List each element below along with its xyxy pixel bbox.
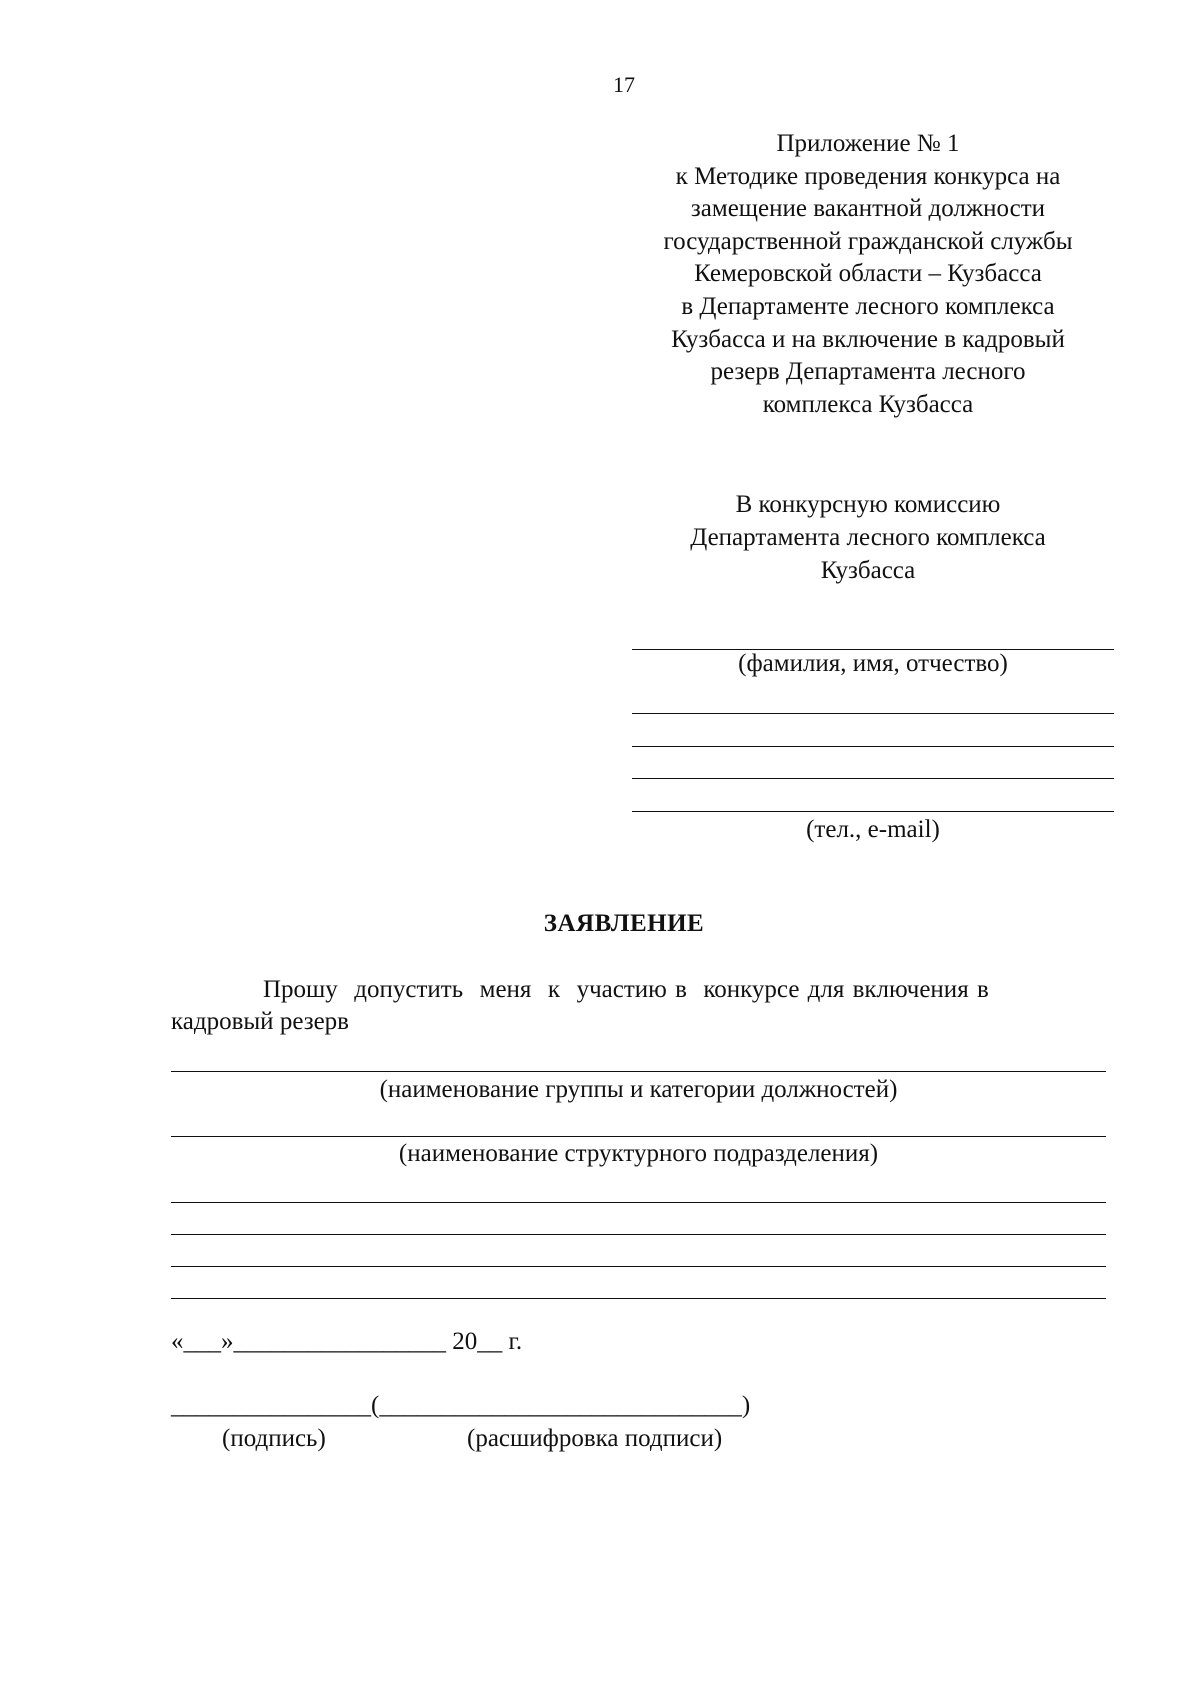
request-text: Прошу допустить меня к участию в конкурсе для включения в bbox=[263, 976, 989, 1003]
appendix-line: комплекса Кузбасса bbox=[762, 390, 974, 418]
additional-fill-line[interactable] bbox=[171, 1266, 1106, 1267]
address-fill-line[interactable] bbox=[632, 746, 1114, 747]
appendix-line: к Методике проведения конкурса на bbox=[675, 162, 1061, 190]
appendix-line: Приложение № 1 bbox=[776, 130, 960, 157]
request-text-continued: кадровый резерв bbox=[171, 1008, 349, 1035]
appendix-line: резерв Департамента лесного bbox=[710, 358, 1026, 386]
addressee-line: Кузбасса bbox=[820, 557, 916, 584]
additional-fill-line[interactable] bbox=[171, 1298, 1106, 1299]
document-title: ЗАЯВЛЕНИЕ bbox=[543, 910, 705, 937]
position-group-caption: (наименование группы и категории должностей) bbox=[379, 1076, 898, 1103]
additional-fill-line[interactable] bbox=[171, 1234, 1106, 1235]
appendix-line: Кемеровской области – Кузбасса bbox=[694, 260, 1042, 288]
contact-fill-line[interactable] bbox=[632, 811, 1114, 812]
date-field[interactable]: «___»_________________ 20__ г. bbox=[171, 1328, 523, 1355]
additional-fill-line[interactable] bbox=[171, 1202, 1106, 1203]
address-fill-line[interactable] bbox=[632, 778, 1114, 779]
address-fill-line[interactable] bbox=[632, 713, 1114, 714]
structural-unit-caption: (наименование структурного подразделения) bbox=[398, 1140, 879, 1167]
contact-caption: (тел., e-mail) bbox=[806, 816, 940, 843]
name-caption: (фамилия, имя, отчество) bbox=[738, 650, 1008, 677]
signature-caption: (подпись) bbox=[222, 1425, 326, 1452]
signature-field[interactable]: ________________(_____________________________) bbox=[171, 1392, 751, 1419]
appendix-line: Кузбасса и на включение в кадровый bbox=[671, 325, 1065, 353]
addressee-line: В конкурсную комиссию bbox=[735, 491, 1001, 518]
addressee-line: Департамента лесного комплекса bbox=[690, 524, 1046, 551]
page-number: 17 bbox=[613, 72, 635, 97]
addressee-block bbox=[612, 488, 1124, 587]
signature-decoding-caption: (расшифровка подписи) bbox=[467, 1425, 723, 1452]
structural-unit-fill-line[interactable] bbox=[171, 1136, 1106, 1137]
appendix-line: замещение вакантной должности bbox=[690, 195, 1046, 223]
position-group-fill-line[interactable] bbox=[171, 1071, 1106, 1072]
appendix-header bbox=[612, 128, 1124, 421]
appendix-line: в Департаменте лесного комплекса bbox=[681, 292, 1055, 320]
appendix-line: государственной гражданской службы bbox=[663, 227, 1073, 255]
